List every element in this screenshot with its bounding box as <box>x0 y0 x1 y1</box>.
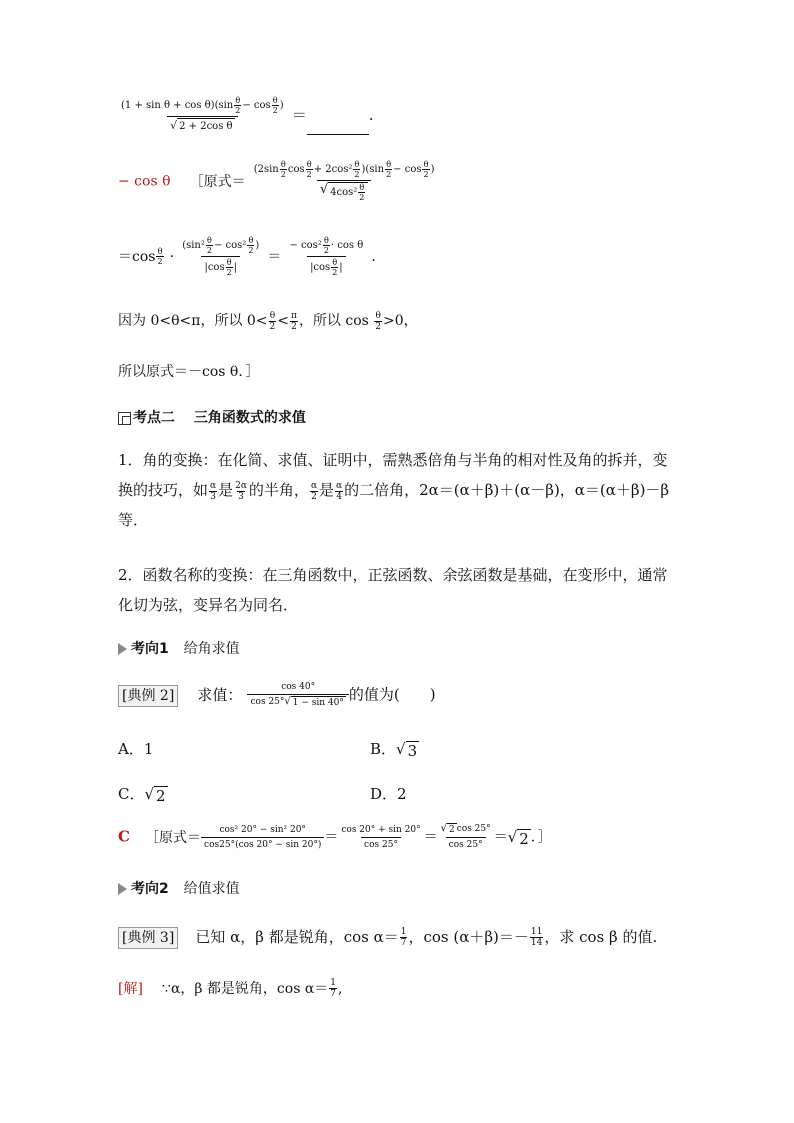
sqrt-symbol: √ 2 <box>144 785 166 805</box>
two: 2 <box>235 106 241 115</box>
direction-title: 给角求值 <box>183 641 240 657</box>
one: 1 <box>400 927 407 937</box>
option-letter: A． <box>118 740 144 758</box>
answer-line-1 <box>118 160 437 202</box>
two: 2 <box>157 257 163 266</box>
two: 2 <box>359 193 365 202</box>
seven: 7 <box>400 938 407 948</box>
num-text: (sin² <box>182 240 205 251</box>
theta: θ <box>423 160 429 169</box>
answer-numerator-2 <box>179 236 262 256</box>
problem-expression <box>118 96 374 135</box>
example3-text-b: ，cos (α＋β)＝－ <box>408 928 529 946</box>
triangle-icon <box>118 643 127 655</box>
three: 3 <box>238 491 244 502</box>
option-letter: D． <box>370 785 398 803</box>
two: 2 <box>423 170 429 179</box>
direction-label: 考向2 <box>131 881 169 897</box>
two: 2 <box>280 170 286 179</box>
four: 4 <box>336 491 342 502</box>
two-alpha: 2α <box>235 480 247 491</box>
theta-half <box>156 247 163 266</box>
direction-title: 给值求值 <box>183 881 240 897</box>
answer-result: − cos θ <box>118 173 171 190</box>
point1-text-d: 的二倍角，2α＝(α＋β)＋(α－β)，α＝(α＋β)－β等． <box>118 481 670 529</box>
theta-half <box>323 236 330 255</box>
triangle-icon <box>118 883 127 895</box>
theta-half <box>422 160 429 179</box>
theta: θ <box>359 183 365 192</box>
two: 2 <box>248 246 254 255</box>
solution-2 <box>118 823 552 851</box>
two: 2 <box>306 170 312 179</box>
theta-half <box>358 183 365 202</box>
solution3-text: ∵α，β 都是锐角，cos α＝ <box>162 981 329 997</box>
sqrt-symbol: √ 1 − sin 40° <box>284 696 344 708</box>
theta-half <box>234 96 241 115</box>
theta-half <box>374 311 382 332</box>
theta-half <box>280 160 287 179</box>
theta: θ <box>306 160 312 169</box>
point1-text-a: 1．角的变换：在化简、求值、证明中，需熟悉倍角与半角的相对性及角的拆并，变换的技巧，如 <box>118 451 668 499</box>
answer-fraction-2 <box>179 236 262 277</box>
num-b: cos 25° <box>456 824 491 834</box>
two: 2 <box>332 268 338 277</box>
period: . <box>371 249 376 265</box>
example-tag: [典例 3] <box>118 927 178 949</box>
option-letter: B． <box>370 740 397 758</box>
problem-numerator: (1 + sin θ + cos θ)(sin $\frac{\theta}{2}$ − cos $\frac{\theta}{2}$ ) <box>121 96 284 115</box>
num-part-6: ) <box>430 164 435 175</box>
three: 3 <box>210 491 216 502</box>
problem-fraction <box>118 96 287 135</box>
fraction-denominator: cos25°(cos 20° − sin 20°) <box>201 837 324 851</box>
minus-cos: − cos <box>242 100 271 111</box>
one: 1 <box>330 978 337 988</box>
conclusion-line <box>118 361 259 381</box>
problem-denominator <box>167 116 237 135</box>
option-text: 2 <box>397 785 407 803</box>
one-seventh <box>329 978 337 999</box>
den-text-b: | <box>339 262 343 273</box>
solution-tag: [解] <box>118 981 143 997</box>
num-text-b: · cos θ <box>330 240 364 251</box>
example2-denominator <box>247 694 348 709</box>
solution-3 <box>118 978 342 999</box>
example3-text-c: ，求 cos β 的值. <box>544 928 658 946</box>
option-d[interactable] <box>370 783 407 804</box>
sqrt-content: 1 − sin 40° <box>292 698 344 708</box>
alpha: α <box>210 480 217 491</box>
numerator-left: (1 + sin θ + cos θ) <box>121 100 215 111</box>
theta: θ <box>157 247 163 256</box>
point1-text-c: 的半角， <box>248 481 309 499</box>
num-text-c: ) <box>255 240 260 251</box>
alpha-half <box>310 481 318 502</box>
theta-half <box>226 258 233 277</box>
theta-half <box>206 236 213 255</box>
example-tag: [典例 2] <box>118 685 178 707</box>
period: . <box>368 106 374 124</box>
num-text-b: − cos² <box>213 240 247 251</box>
because-text-c: >0， <box>383 313 418 329</box>
one-seventh <box>400 927 408 948</box>
num-part-3: + 2cos² <box>313 164 353 175</box>
answer-denominator-2 <box>201 256 240 277</box>
theta: θ <box>272 96 278 105</box>
example3-text-a: 已知 α，β 都是锐角，cos α＝ <box>195 928 399 946</box>
section-title: 三角函数式的求值 <box>193 410 306 426</box>
theta-half <box>247 236 254 255</box>
den-text-b: | <box>233 262 238 273</box>
alpha: α <box>310 480 318 491</box>
section-label: 考点二 <box>133 410 175 426</box>
equals-sign: ＝ <box>423 829 438 846</box>
theta: θ <box>354 160 360 169</box>
bracket-open: ［原式＝ <box>189 173 246 190</box>
eleven-fourteenths <box>530 927 543 948</box>
example-suffix: 的值为( ) <box>348 685 436 704</box>
theta: θ <box>226 258 232 267</box>
point-2 <box>118 560 678 620</box>
example-3 <box>118 926 657 949</box>
theta: θ <box>375 310 381 321</box>
theta: θ <box>323 236 329 245</box>
den-text: |cos <box>310 262 331 273</box>
solution-close: ．］ <box>530 829 552 846</box>
theta-half <box>331 258 338 277</box>
den-a: cos 25° <box>250 697 285 707</box>
sqrt-content <box>328 182 368 202</box>
num-part-2: cos <box>287 164 305 175</box>
two: 2 <box>323 246 329 255</box>
less-than: < <box>277 313 290 329</box>
sqrt-content: 2 <box>519 829 529 848</box>
theta: θ <box>248 236 254 245</box>
den-text: |cos <box>204 262 225 273</box>
theta: θ <box>269 310 276 321</box>
answer-numerator-3 <box>287 236 367 256</box>
theta-half-2 <box>272 96 279 115</box>
theta-half <box>306 160 313 179</box>
example2-numerator: cos 40° <box>281 682 316 692</box>
direction-2-heading <box>118 878 240 898</box>
two: 2 <box>386 170 392 179</box>
two: 2 <box>269 321 276 332</box>
option-text: 1 <box>143 740 154 758</box>
two-alpha-third <box>234 481 248 502</box>
direction-label: 考向1 <box>131 641 169 657</box>
fourteen: 14 <box>530 938 543 948</box>
sqrt-symbol: √ 3 <box>396 740 418 760</box>
direction-1-heading <box>118 638 240 658</box>
theta: θ <box>332 258 338 267</box>
option-b[interactable] <box>370 738 419 760</box>
theta: θ <box>207 236 212 245</box>
two: 2 <box>206 246 212 255</box>
point2-text: 2．函数名称的变换：在三角函数中，正弦函数、余弦函数是基础，在变形中，通常化切为弦，变异名为同名． <box>118 566 668 614</box>
multiply-dot: · <box>169 249 175 265</box>
option-c[interactable] <box>118 783 168 805</box>
option-text: 3 <box>407 742 418 760</box>
section-square-icon <box>118 412 131 425</box>
sqrt-symbol: √ 4cos² $\frac{\theta}{2}$ <box>320 182 369 202</box>
num-text: − cos² <box>289 240 322 251</box>
fraction-denominator: cos 25° <box>446 837 486 851</box>
answer-denominator-1 <box>317 180 372 202</box>
theta: θ <box>386 160 392 169</box>
alpha-third <box>209 481 217 502</box>
solution2-fraction-1 <box>201 824 324 851</box>
two: 2 <box>354 170 360 179</box>
shi: 是 <box>319 481 335 499</box>
sin-label: sin <box>218 100 234 111</box>
fraction-numerator <box>438 823 494 837</box>
because-text-b: ，所以 cos <box>298 313 369 329</box>
theta: θ <box>280 160 286 169</box>
two: 2 <box>291 321 297 332</box>
num-part-4: )(sin <box>361 164 385 175</box>
answer-line-2 <box>118 236 376 277</box>
option-letter: C． <box>118 785 145 803</box>
theta-half <box>269 311 277 332</box>
equals-sign: ＝ <box>324 829 339 846</box>
num-part-5: − cos <box>393 164 422 175</box>
line2-start: ＝cos <box>118 249 156 265</box>
because-line <box>118 310 418 332</box>
theta: θ <box>235 96 241 105</box>
eleven: 11 <box>530 927 543 937</box>
fraction-numerator: cos² 20° − sin² 20° <box>219 824 306 835</box>
alpha-quarter <box>335 481 343 502</box>
fraction-numerator: cos 20° + sin 20° <box>341 824 421 835</box>
point-1 <box>118 445 678 535</box>
because-text-a: 因为 0<θ<π，所以 0< <box>118 313 268 329</box>
num-part-1: (2sin <box>253 164 279 175</box>
answer-denominator-3 <box>307 256 346 277</box>
sqrt-content: 2 + 2cos θ <box>177 118 234 135</box>
sqrt-symbol: √ 2 <box>440 823 455 835</box>
theta-half <box>353 160 360 179</box>
answer-numerator-1 <box>251 160 438 180</box>
solution2-fraction-2 <box>338 824 423 851</box>
pi-half <box>290 311 298 332</box>
theta-half <box>385 160 392 179</box>
two: 2 <box>272 106 278 115</box>
two: 2 <box>226 268 232 277</box>
equals-sign: ＝ <box>493 829 508 846</box>
two: 2 <box>311 491 317 502</box>
pi: π <box>291 310 297 321</box>
solution-open: ［原式＝ <box>145 829 202 846</box>
option-text: 2 <box>156 787 166 805</box>
comma: , <box>338 981 343 997</box>
solution-answer: C <box>118 827 130 846</box>
shi: 是 <box>218 481 234 499</box>
seven: 7 <box>330 989 337 999</box>
sqrt-symbol: √ 2 <box>507 827 529 848</box>
section-heading <box>118 407 306 427</box>
fraction-denominator: cos 25° <box>361 837 401 851</box>
conclusion-text: 所以原式＝－cos θ．］ <box>118 364 260 380</box>
answer-fraction-1 <box>251 160 438 202</box>
example2-fraction <box>247 681 348 709</box>
sqrt-symbol: √ 2 + 2cos θ <box>170 118 234 135</box>
example-prompt: 求值： <box>197 685 243 704</box>
solution2-fraction-3 <box>438 823 494 851</box>
answer-blank <box>307 120 369 135</box>
option-a[interactable] <box>118 738 153 759</box>
two: 2 <box>375 321 382 332</box>
sqrt-content: 2 <box>449 825 455 835</box>
equals-sign: ＝ <box>291 106 307 124</box>
answer-fraction-3 <box>287 236 367 277</box>
den-text: 4cos² <box>330 187 358 198</box>
example-2 <box>118 681 436 709</box>
equals-sign: ＝ <box>267 249 282 265</box>
alpha: α <box>336 480 343 491</box>
